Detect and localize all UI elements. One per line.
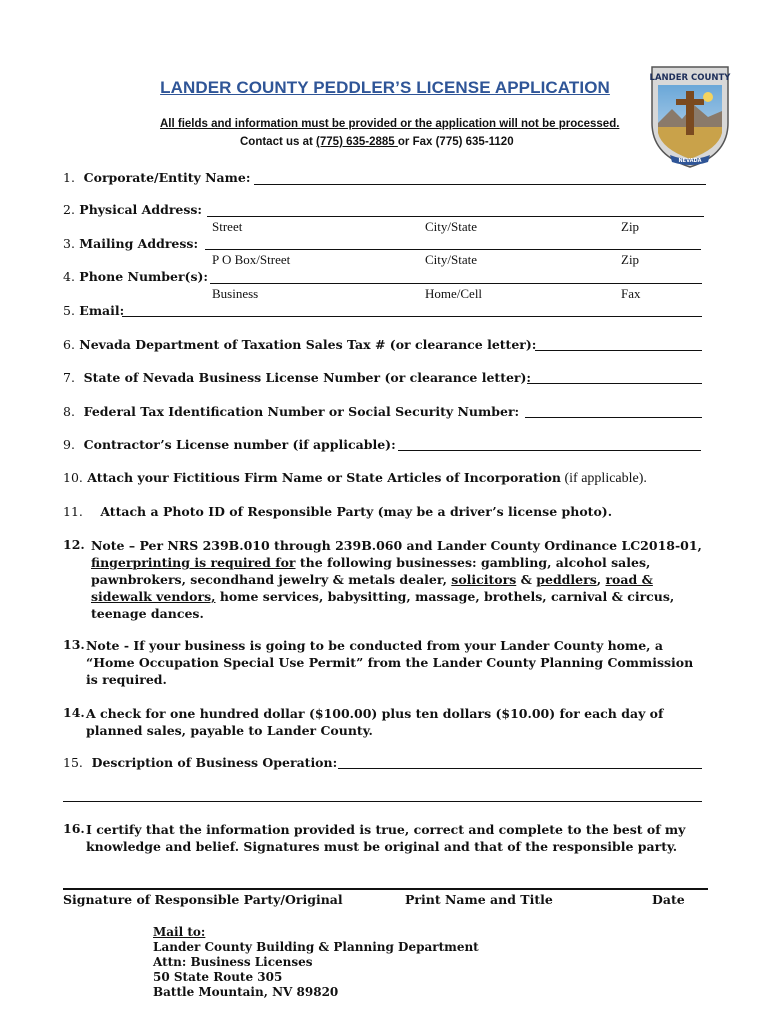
date-label: Date bbox=[652, 892, 685, 907]
mailing-address-input[interactable] bbox=[205, 249, 701, 250]
svg-text:LANDER COUNTY: LANDER COUNTY bbox=[649, 73, 731, 83]
email-label: 5. Email: bbox=[63, 303, 125, 318]
mail-to-block bbox=[153, 925, 479, 1000]
contractor-license-input[interactable] bbox=[398, 450, 701, 451]
form-title: LANDER COUNTY PEDDLER’S LICENSE APPLICATION bbox=[160, 78, 610, 97]
certification-statement: I certify that the information provided is true, correct and complete to the best of my knowledge and belief. Signatures must be original and that of the responsible party. bbox=[86, 822, 686, 854]
street-sublabel: Street bbox=[212, 219, 243, 234]
signature-label: Signature of Responsible Party/Original bbox=[63, 892, 343, 907]
svg-text:NEVADA: NEVADA bbox=[678, 158, 702, 164]
federal-tax-id-input[interactable] bbox=[525, 417, 702, 418]
print-name-label: Print Name and Title bbox=[405, 892, 553, 907]
sales-tax-input[interactable] bbox=[535, 350, 702, 351]
home-occupation-note: Note - If your business is going to be conducted from your Lander County home, a “Home Occupation Special Use Permit” from the Lander County Planning Commission is required. bbox=[86, 638, 694, 687]
contractor-license-label: 9. Contractor’s License number (if applicable): bbox=[63, 437, 396, 452]
po-box-sublabel: P O Box/Street bbox=[212, 252, 291, 267]
business-phone-sublabel: Business bbox=[212, 286, 259, 301]
email-input[interactable] bbox=[122, 316, 702, 317]
zip-sublabel: Zip bbox=[621, 219, 640, 234]
home-occupation-num: 13. bbox=[63, 637, 85, 652]
fingerprint-note-num: 12. bbox=[63, 537, 85, 552]
photo-id-item: 11. Attach a Photo ID of Responsible Party (may be a driver’s license photo). bbox=[63, 504, 613, 519]
signature-line[interactable] bbox=[63, 888, 708, 890]
zip-sublabel: Zip bbox=[621, 252, 640, 267]
business-license-label: 7. State of Nevada Business License Number (or clearance letter): bbox=[63, 370, 532, 385]
fax-sublabel: Fax bbox=[621, 286, 641, 301]
mail-address-line: Battle Mountain, NV 89820 bbox=[153, 985, 339, 999]
phone-number: (775) 635-2885 bbox=[316, 136, 398, 148]
physical-address-input[interactable] bbox=[207, 216, 704, 217]
fee-note: A check for one hundred dollar ($100.00) plus ten dollars ($10.00) for each day of planned sales, payable to Lander County. bbox=[86, 706, 664, 738]
business-description-input-line2[interactable] bbox=[63, 801, 702, 802]
sales-tax-label: 6. Nevada Department of Taxation Sales Tax # (or clearance letter): bbox=[63, 337, 537, 352]
mail-address-line: Lander County Building & Planning Department bbox=[153, 940, 479, 954]
federal-tax-id-label: 8. Federal Tax Identification Number or Social Security Number: bbox=[63, 404, 520, 419]
required-notice: All fields and information must be provided or the application will not be processed. bbox=[160, 118, 620, 130]
fingerprint-note: Note – Per NRS 239B.010 through 239B.060 and Lander County Ordinance LC2018-01, fingerprinting is required for the following businesses: gambling, alcohol sales, pawnbrokers, secondhand jewelry & metals dealer, solicitors & peddlers, road & sidewalk vendors, home services, babysitting, massage, brothels, carnival & circus, teenage dances. bbox=[91, 538, 702, 621]
home-cell-sublabel: Home/Cell bbox=[425, 286, 483, 301]
business-license-input[interactable] bbox=[527, 383, 702, 384]
contact-line: Contact us at (775) 635-2885 or Fax (775) 635-1120 bbox=[240, 136, 514, 148]
certification-num: 16. bbox=[63, 821, 85, 836]
business-description-label: 15. Description of Business Operation: bbox=[63, 755, 338, 770]
city-state-sublabel: City/State bbox=[425, 219, 477, 234]
mail-address-line: Attn: Business Licenses bbox=[153, 955, 313, 969]
lander-county-seal bbox=[648, 63, 732, 169]
mailing-address-label: 3. Mailing Address: bbox=[63, 236, 199, 251]
mail-to-heading: Mail to: bbox=[153, 925, 206, 939]
corporate-entity-label: 1. Corporate/Entity Name: bbox=[63, 170, 251, 185]
fee-note-num: 14. bbox=[63, 705, 85, 720]
mail-address-line: 50 State Route 305 bbox=[153, 970, 283, 984]
phone-numbers-label: 4. Phone Number(s): bbox=[63, 269, 209, 284]
physical-address-label: 2. Physical Address: bbox=[63, 202, 203, 217]
city-state-sublabel: City/State bbox=[425, 252, 477, 267]
business-description-input[interactable] bbox=[338, 768, 702, 769]
corporate-entity-input[interactable] bbox=[254, 184, 706, 185]
fictitious-firm-item: 10. Attach your Fictitious Firm Name or State Articles of Incorporation (if applicable). bbox=[63, 470, 647, 486]
phone-numbers-input[interactable] bbox=[210, 283, 702, 284]
